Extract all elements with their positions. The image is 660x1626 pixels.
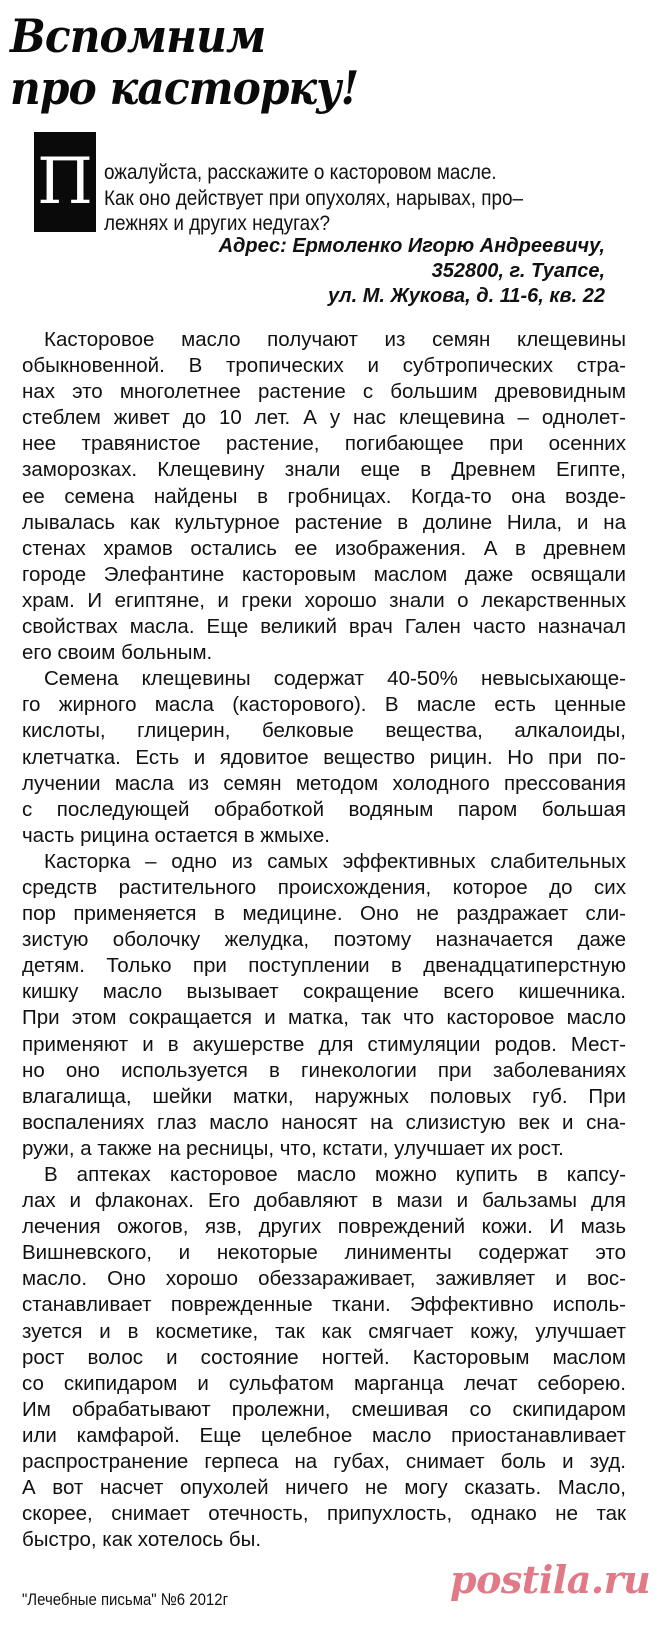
body-line: кишку масло вызывает сокращение всего кишечника. bbox=[22, 980, 626, 1004]
reader-question bbox=[104, 160, 572, 237]
body-line: ружи, а также на ресницы, что, кстати, улучшает их рост. bbox=[22, 1136, 564, 1160]
body-line: воспалениях глаз масло наносят на слизистую век и сна- bbox=[22, 1110, 626, 1134]
body-line: нее травянистое растение, погибающее при осенних bbox=[22, 432, 626, 456]
address-line: ул. М. Жукова, д. 11-6, кв. 22 bbox=[328, 285, 605, 307]
body-line: Им обрабатывают пролежни, смешивая со скипидаром bbox=[22, 1397, 626, 1421]
title-line-2: про касторку! bbox=[10, 61, 359, 115]
body-line: Семена клещевины содержат 40-50% невысыхающе- bbox=[44, 667, 626, 691]
body-line: средств растительного происхождения, которое до сих bbox=[22, 875, 626, 899]
body-line: При этом сокращается и матка, так что касторовое масло bbox=[22, 1006, 626, 1030]
body-line: заморозках. Клещевину знали еще в Древнем Египте, bbox=[22, 458, 626, 482]
body-line: или камфарой. Еще целебное масло приостанавливает bbox=[22, 1423, 626, 1447]
body-line: обыкновенной. В тропических и субтропических стра- bbox=[22, 354, 626, 378]
article-title bbox=[10, 10, 358, 114]
body-line: ее семена найдены в гробницах. Когда-то она возде- bbox=[22, 484, 626, 508]
body-line: рост волос и состояние ногтей. Касторовым маслом bbox=[22, 1345, 626, 1369]
body-line: часть рицина остается в жмыхе. bbox=[22, 823, 330, 847]
body-line: стенах храмов остались ее изображения. А в древнем bbox=[22, 536, 626, 560]
body-line: нах это многолетнее растение с большим древовидным bbox=[22, 380, 626, 404]
body-line: Касторовое масло получают из семян клещевины bbox=[44, 328, 626, 351]
body-line: лечения ожогов, язв, других повреждений кожи. И мазь bbox=[22, 1215, 626, 1239]
body-line: зистую оболочку желудка, поэтому назначается даже bbox=[22, 928, 626, 952]
body-line: влагалища, шейки матки, наружных половых губ. При bbox=[22, 1084, 626, 1108]
body-line: применяют и в акушерстве для стимуляции родов. Мест- bbox=[22, 1032, 626, 1056]
body-line: распространение герпеса на губах, снимает боль и зуд. bbox=[22, 1450, 626, 1474]
body-line: Вишневского, и некоторые линименты содержат это bbox=[22, 1241, 626, 1265]
body-line: пор применяется в медицине. Оно не раздражает сли- bbox=[22, 902, 626, 926]
body-line: станавливает поврежденные ткани. Эффективно исполь- bbox=[22, 1293, 626, 1317]
body-line: детям. Только при поступлении в двенадцатиперстную bbox=[22, 954, 626, 978]
body-line: зуется и в косметике, так как смягчает кожу, улучшает bbox=[22, 1319, 626, 1343]
body-line: лучении масла из семян методом холодного прессования bbox=[22, 771, 626, 795]
body-line: с последующей обработкой водяным паром большая bbox=[22, 797, 626, 821]
body-line: лах и флаконах. Его добавляют в мази и бальзамы для bbox=[22, 1189, 626, 1213]
body-line: свойствах масла. Еще великий врач Гален часто назначал bbox=[22, 615, 626, 639]
body-line: быстро, как хотелось бы. bbox=[22, 1528, 262, 1552]
body-line: со скипидаром и сульфатом марганца лечат себорею. bbox=[22, 1371, 626, 1395]
reader-address bbox=[219, 234, 605, 309]
body-line: его своим больным. bbox=[22, 641, 213, 665]
watermark-logo: postila.ru bbox=[450, 1557, 651, 1602]
question-line: ожалуйста, расскажите о касторовом масле. bbox=[104, 161, 497, 184]
body-line: но оно используется в гинекологии при заболеваниях bbox=[22, 1058, 626, 1082]
body-line: Касторка – одно из самых эффективных слабительных bbox=[44, 849, 626, 873]
body-line: кислоты, глицерин, белковые вещества, алкалоиды, bbox=[22, 719, 626, 743]
body-line: городе Элефантине касторовым маслом даже освящали bbox=[22, 562, 626, 586]
body-line: В аптеках касторовое масло можно купить в капсу- bbox=[44, 1163, 626, 1186]
article-body bbox=[22, 327, 626, 1553]
body-line: масло. Оно хорошо обеззараживает, заживляет и вос- bbox=[22, 1267, 626, 1291]
source-citation: "Лечебные письма" №6 2012г bbox=[22, 1590, 229, 1609]
body-line: стеблем живет до 10 лет. А у нас клещевина – однолет- bbox=[22, 406, 626, 430]
title-line-1: Вспомним bbox=[10, 9, 266, 63]
body-line: клетчатка. Есть и ядовитое вещество рицин. Но при по- bbox=[22, 745, 626, 769]
drop-cap: П bbox=[34, 132, 96, 232]
question-line: Как оно действует при опухолях, нарывах, про– bbox=[104, 186, 524, 210]
question-line: лежнях и других недугах? bbox=[104, 212, 331, 235]
body-line: го жирного масла (касторового). В масле есть ценные bbox=[22, 693, 626, 717]
address-line: 352800, г. Туапсе, bbox=[431, 260, 605, 282]
body-line: А вот насчет опухолей ничего не могу сказать. Масло, bbox=[22, 1476, 626, 1500]
body-line: скорее, снимает отечность, припухлость, однако не так bbox=[22, 1502, 626, 1526]
body-line: храм. И египтяне, и греки хорошо знали о лекарственных bbox=[22, 588, 626, 612]
body-line: лывалась как культурное растение в долине Нила, и на bbox=[22, 510, 626, 534]
address-line: Адрес: Ермоленко Игорю Андреевичу, bbox=[218, 235, 605, 257]
